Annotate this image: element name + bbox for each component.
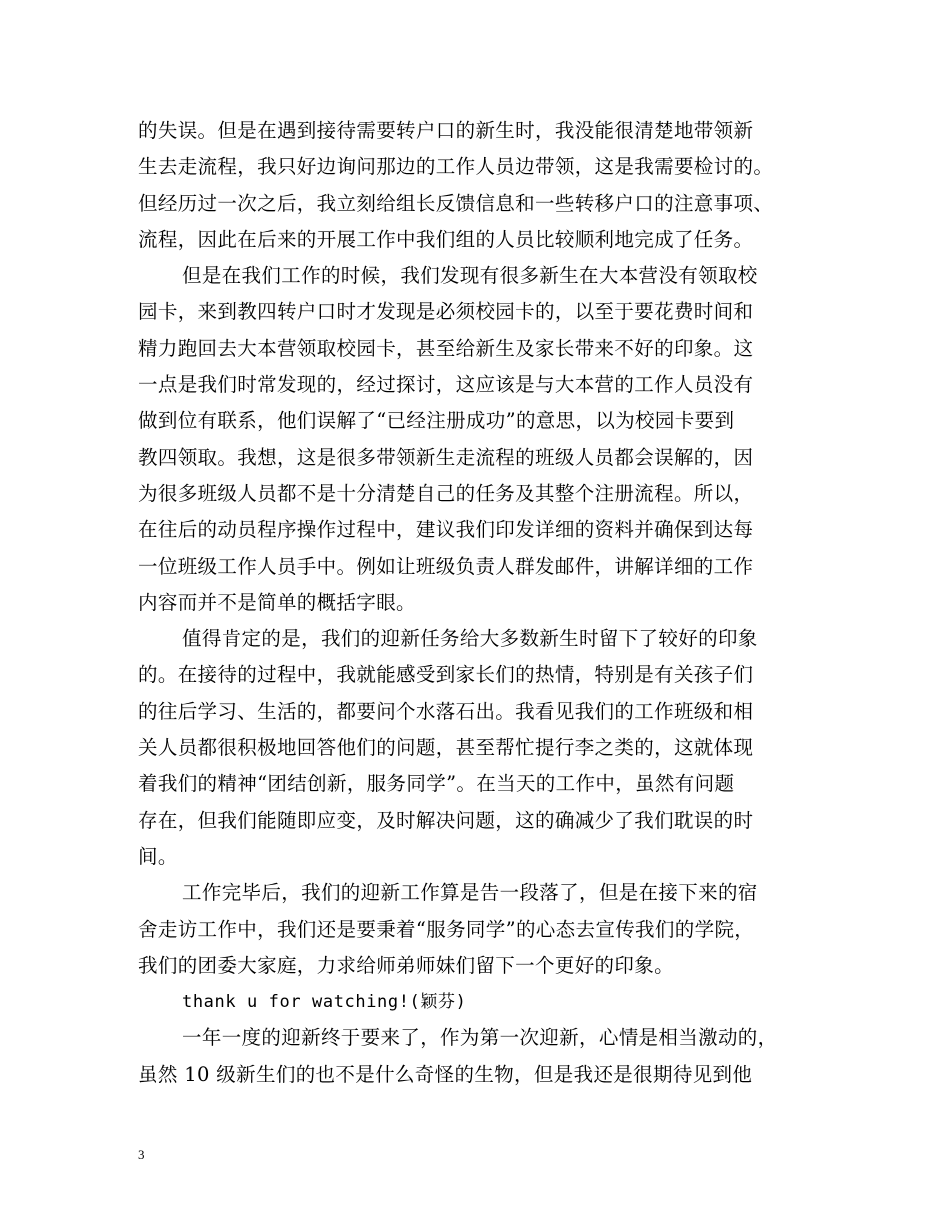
- text-line: 值得肯定的是，我们的迎新任务给大多数新生时留下了较好的印象: [182, 627, 758, 651]
- text-line: 为很多班级人员都不是十分清楚自己的任务及其整个注册流程。所以，: [138, 481, 754, 505]
- text-line: 一位班级工作人员手中。例如让班级负责人群发邮件，讲解详细的工作: [138, 554, 754, 578]
- text-line: 在往后的动员程序操作过程中，建议我们印发详细的资料并确保到达每: [138, 518, 754, 542]
- text-line: 工作完毕后，我们的迎新工作算是告一段落了，但是在接下来的宿: [182, 881, 758, 905]
- page-number: 3: [138, 1147, 145, 1162]
- text-line: 生去走流程，我只好边询问那边的工作人员边带领，这是我需要检讨的。: [138, 155, 774, 179]
- text-line: 教四领取。我想，这是很多带领新生走流程的班级人员都会误解的，因: [138, 445, 754, 469]
- text-line: 着我们的精神“团结创新，服务同学”。在当天的工作中，虽然有问题: [138, 772, 735, 796]
- text-line: 的失误。但是在遇到接待需要转户口的新生时，我没能很清楚地带领新: [138, 119, 754, 142]
- text-line: 流程，因此在后来的开展工作中我们组的人员比较顺利地完成了任务。: [138, 227, 754, 251]
- text-line: 内容而并不是简单的概括字眼。: [138, 590, 416, 614]
- text-line: thank u for watching!(颖芬): [182, 992, 467, 1013]
- text-line: 精力跑回去大本营领取校园卡，甚至给新生及家长带来不好的印象。这: [138, 336, 754, 360]
- text-line: 一年一度的迎新终于要来了，作为第一次迎新，心情是相当激动的，: [182, 1026, 778, 1050]
- text-line: 做到位有联系，他们误解了“已经注册成功”的意思，以为校园卡要到: [138, 409, 735, 433]
- text-line: 关人员都很积极地回答他们的问题，甚至帮忙提行李之类的，这就体现: [138, 736, 754, 760]
- text-line: 虽然 10 级新生们的也不是什么奇怪的生物，但是我还是很期待见到他: [138, 1062, 753, 1086]
- text-line: 舍走访工作中，我们还是要秉着“服务同学”的心态去宣传我们的学院，: [138, 917, 755, 941]
- text-line: 园卡，来到教四转户口时才发现是必须校园卡的，以至于要花费时间和: [138, 300, 754, 324]
- text-line: 我们的团委大家庭，力求给师弟师妹们留下一个更好的印象。: [138, 953, 674, 977]
- text-line: 间。: [138, 844, 178, 868]
- text-line: 但经历过一次之后，我立刻给组长反馈信息和一些转移户口的注意事项、: [138, 191, 774, 215]
- text-line: 存在，但我们能随即应变，及时解决问题，这的确减少了我们耽误的时: [138, 808, 754, 832]
- text-line: 的。在接待的过程中，我就能感受到家长们的热情，特别是有关孩子们: [138, 663, 754, 687]
- text-line: 但是在我们工作的时候，我们发现有很多新生在大本营没有领取校: [182, 264, 758, 288]
- text-line: 的往后学习、生活的，都要问个水落石出。我看见我们的工作班级和相: [138, 699, 754, 723]
- text-line: 一点是我们时常发现的，经过探讨，这应该是与大本营的工作人员没有: [138, 373, 754, 397]
- body-text: [138, 113, 818, 1093]
